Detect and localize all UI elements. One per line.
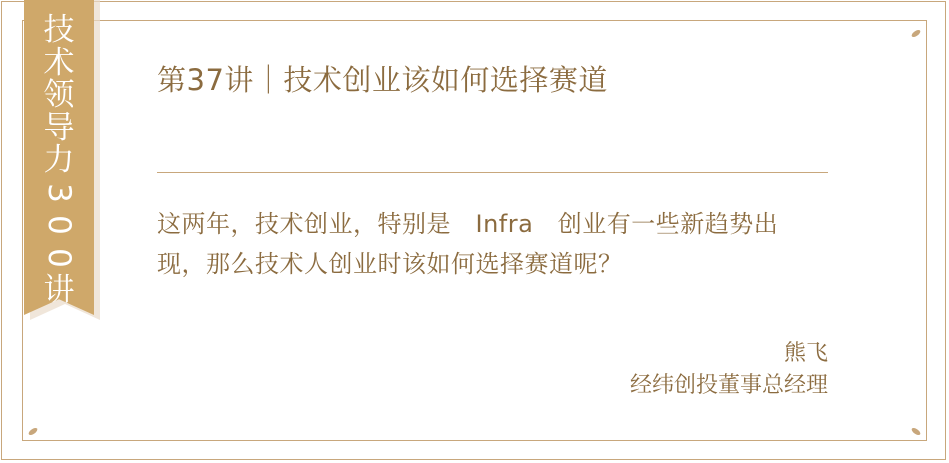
ribbon-char: 力 bbox=[43, 142, 75, 178]
ribbon-digit: 0 bbox=[40, 215, 77, 235]
ribbon-digit: 0 bbox=[40, 247, 77, 268]
summary-line-1: 这两年，技术创业，特别是 Infra 创业有一些新趋势出 bbox=[157, 210, 779, 238]
ribbon-char: 技 bbox=[43, 12, 75, 48]
lecture-title: 第37讲｜技术创业该如何选择赛道 bbox=[157, 63, 608, 97]
ribbon-digit: 3 bbox=[40, 182, 77, 203]
ribbon-char: 导 bbox=[43, 109, 75, 146]
lecture-summary bbox=[157, 204, 837, 284]
author-block bbox=[630, 338, 828, 402]
series-ribbon-label bbox=[24, 14, 94, 307]
ribbon-char: 术 bbox=[43, 44, 75, 81]
author-title: 经纬创投董事总经理 bbox=[629, 373, 828, 398]
ribbon-char: 领 bbox=[43, 77, 75, 113]
summary-line-2: 现，那么技术人创业时该如何选择赛道呢？ bbox=[157, 250, 623, 278]
divider bbox=[157, 172, 828, 173]
ribbon-char: 讲 bbox=[43, 272, 75, 308]
author-name: 熊飞 bbox=[783, 341, 828, 366]
